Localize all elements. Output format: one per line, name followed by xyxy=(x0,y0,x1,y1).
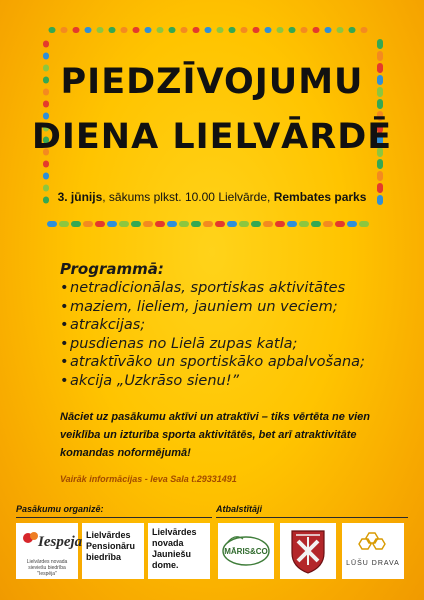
event-time-location: , sākums plkst. 10.00 Lielvārde, xyxy=(102,190,274,204)
youth-council-name: Lielvārdes novada Jauniešu dome. xyxy=(152,527,197,570)
frame-dot xyxy=(299,221,309,227)
frame-dot xyxy=(95,221,105,227)
frame-dot xyxy=(377,39,383,49)
program-item: • pusdienas no Lielā zupas katla; xyxy=(60,335,400,354)
frame-dot xyxy=(287,221,297,227)
frame-dot xyxy=(277,27,284,33)
frame-dot xyxy=(143,221,153,227)
frame-dot xyxy=(301,27,308,33)
frame-dot xyxy=(179,221,189,227)
frame-dot xyxy=(169,27,176,33)
organizers-divider xyxy=(16,517,212,518)
supporters-label: Atbalstītāji xyxy=(216,504,263,514)
callout-text: Nāciet uz pasākumu aktīvi un atraktīvi – tiks vērtēta ne vien veiklība un izturība sporta aktivitātēs, bet arī atraktivitāte komandas noformējumā! xyxy=(60,411,370,459)
frame-dot xyxy=(133,27,140,33)
frame-dot xyxy=(83,221,93,227)
program-item: • atrakcijas; xyxy=(60,316,400,335)
frame-dot xyxy=(323,221,333,227)
lusu-drava-logo xyxy=(342,523,404,579)
event-place: Rembates parks xyxy=(273,190,367,204)
maris-co-logo xyxy=(218,523,274,579)
title-line-2: DIENA LIELVĀRDĒ xyxy=(31,117,393,157)
frame-dot xyxy=(73,27,80,33)
frame-dot xyxy=(155,221,165,227)
frame-dot xyxy=(263,221,273,227)
frame-dot xyxy=(97,27,104,33)
program-section xyxy=(60,260,400,390)
pensioners-logo xyxy=(82,523,144,579)
frame-dot xyxy=(359,221,369,227)
honeycomb-icon xyxy=(345,529,401,573)
frame-dot xyxy=(217,27,224,33)
frame-dot xyxy=(49,27,56,33)
frame-dot xyxy=(239,221,249,227)
frame-dot xyxy=(265,27,272,33)
pensioners-name: Lielvārdes Pensionāru biedrība xyxy=(86,530,136,562)
contact-info: Vairāk informācijas - Ieva Sala t.29331491 xyxy=(60,474,237,484)
date-line xyxy=(0,190,424,204)
program-item: • maziem, lieliem, jauniem un veciem; xyxy=(60,298,400,317)
youth-council-logo xyxy=(148,523,210,579)
frame-dot xyxy=(275,221,285,227)
frame-dot xyxy=(311,221,321,227)
frame-dot xyxy=(145,27,152,33)
program-item: • atraktīvāko un sportiskāko apbalvošana; xyxy=(60,353,400,372)
program-item: • netradicionālas, sportiskas aktivitātes xyxy=(60,279,400,298)
frame-dot xyxy=(43,161,49,168)
frame-dot xyxy=(253,27,260,33)
frame-dot xyxy=(43,173,49,180)
frame-dot xyxy=(157,27,164,33)
frame-dot xyxy=(377,171,383,181)
frame-dot xyxy=(71,221,81,227)
frame-dot xyxy=(215,221,225,227)
iespeja-subtitle: Lielvārdes novada sieviešu biedrība "Iespēja" xyxy=(26,559,68,577)
frame-dot xyxy=(349,27,356,33)
frame-dot xyxy=(229,27,236,33)
frame-dot xyxy=(181,27,188,33)
frame-dot xyxy=(85,27,92,33)
frame-dot xyxy=(289,27,296,33)
frame-dot xyxy=(61,27,68,33)
coat-of-arms-logo xyxy=(280,523,336,579)
frame-dot xyxy=(193,27,200,33)
frame-dot xyxy=(241,27,248,33)
frame-dot xyxy=(119,221,129,227)
frame-dot xyxy=(205,27,212,33)
frame-dot xyxy=(313,27,320,33)
frame-dot xyxy=(107,221,117,227)
frame-dot xyxy=(251,221,261,227)
frame-dot xyxy=(377,51,383,61)
lusu-drava-name: LŪŠU DRAVA xyxy=(346,560,400,567)
maris-co-emblem-icon xyxy=(221,529,271,573)
frame-dot xyxy=(121,27,128,33)
frame-dot xyxy=(167,221,177,227)
organizers-label: Pasākumu organizē: xyxy=(16,504,104,514)
program-title: Programmā: xyxy=(60,260,164,278)
frame-dot xyxy=(337,27,344,33)
frame-dot xyxy=(335,221,345,227)
frame-dot xyxy=(191,221,201,227)
title-line-1: PIEDZĪVOJUMU xyxy=(60,62,364,102)
supporters-divider xyxy=(216,517,408,518)
frame-dot xyxy=(347,221,357,227)
frame-dot xyxy=(227,221,237,227)
program-list xyxy=(60,279,400,390)
frame-dot xyxy=(325,27,332,33)
maris-co-name: MĀRIS&CO xyxy=(224,547,268,556)
program-item: • akcija „Uzkrāso sienu!” xyxy=(60,372,400,391)
frame-dot xyxy=(47,221,57,227)
frame-dot xyxy=(377,159,383,169)
iespeja-emblem-icon xyxy=(19,526,83,554)
frame-dot xyxy=(59,221,69,227)
event-date: 3. jūnijs xyxy=(57,190,103,204)
frame-dot xyxy=(43,41,49,48)
frame-dot xyxy=(203,221,213,227)
frame-dot xyxy=(109,27,116,33)
coat-of-arms-icon xyxy=(284,527,332,575)
iespeja-logo xyxy=(16,523,83,579)
iespeja-name: Iespeja xyxy=(38,534,83,550)
frame-dot xyxy=(43,53,49,60)
frame-dot xyxy=(361,27,368,33)
frame-dot xyxy=(131,221,141,227)
